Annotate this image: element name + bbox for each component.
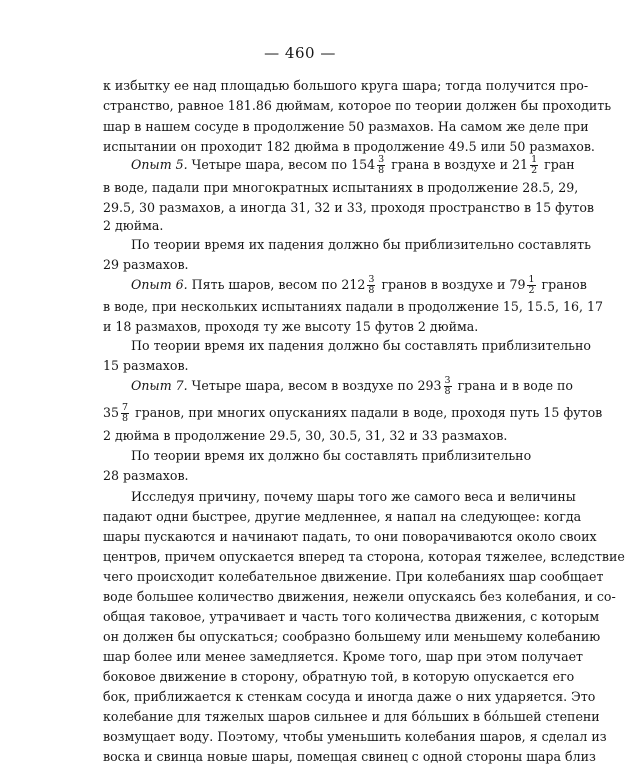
- text-line: 2 дюйма в продолжение 29.5, 30, 30.5, 31, 32 и 33 размахов.: [103, 428, 508, 443]
- text-line: колебание для тяжелых шаров сильнее и для бóльших в бóльшей степени: [103, 709, 600, 724]
- text-line: странство, равное 181.86 дюймам, которое по теории должен бы проходить: [103, 98, 612, 113]
- experiment-5-label: Опыт 5.: [131, 157, 188, 172]
- text-line: возмущает воду. Поэтому, чтобы уменьшить колебания шаров, я сделал из: [103, 729, 607, 744]
- text-line: чего происходит колебательное движение. При колебаниях шар сообщает: [103, 569, 604, 584]
- text-line: общая таковое, утрачивает и часть того количества движения, с которым: [103, 609, 600, 624]
- fraction: [530, 155, 538, 176]
- text-line: воска и свинца новые шары, помещая свинец с одной стороны шара близ: [103, 749, 596, 764]
- fraction: [121, 403, 129, 424]
- text-line: испытании он проходит 182 дюйма в продолжение 49.5 или 50 размахов.: [103, 139, 595, 154]
- text-line: в воде, падали при многократных испытаниях в продолжение 28.5, 29,: [103, 180, 579, 195]
- fraction: [444, 376, 452, 397]
- text-line: воде большее количество движения, нежели опускаясь без колебания, и со-: [103, 589, 616, 604]
- experiment-5-line: [131, 153, 575, 177]
- text-line: По теории время их должно бы составлять приблизительно: [131, 448, 532, 463]
- text-line: боковое движение в сторону, обратную той, в которую опускается его: [103, 669, 575, 684]
- text-line: падают одни быстрее, другие медленнее, я напал на следующее: когда: [103, 509, 582, 524]
- text-line: в воде, при нескольких испытаниях падали в продолжение 15, 15.5, 16, 17: [103, 299, 604, 314]
- fraction-denominator: 8: [122, 413, 129, 424]
- text-line: шар в нашем сосуде в продолжение 50 размахов. На самом же деле при: [103, 119, 589, 134]
- text-segment: грана в воздухе и 21: [391, 157, 529, 172]
- fraction-denominator: 8: [378, 165, 385, 176]
- text-line: 29.5, 30 размахов, а иногда 31, 32 и 33, проходя пространство в 15 футов: [103, 200, 595, 215]
- experiment-7-label: Опыт 7.: [131, 378, 188, 393]
- text-segment: Пять шаров, весом по 212: [191, 277, 366, 292]
- text-segment: грана и в воде по: [457, 378, 574, 393]
- text-line: шар более или менее замедляется. Кроме того, шар при этом получает: [103, 649, 584, 664]
- text-line: центров, причем опускается вперед та сторона, которая тяжелее, вследствие: [103, 549, 625, 564]
- text-line: он должен бы опускаться; сообразно большему или меньшему колебанию: [103, 629, 601, 644]
- fraction: [527, 275, 535, 296]
- text-line: По теории время их падения должно бы приблизительно составлять: [131, 237, 591, 252]
- text-line: к избытку ее над площадью большого круга шара; тогда получится про-: [103, 78, 589, 93]
- text-segment: Четыре шара, весом по 154: [191, 157, 376, 172]
- fraction: [377, 155, 385, 176]
- text-line: и 18 размахов, проходя ту же высоту 15 футов 2 дюйма.: [103, 319, 479, 334]
- fraction: [367, 275, 375, 296]
- text-line: 29 размахов.: [103, 257, 189, 272]
- text-segment: гранов: [541, 277, 587, 292]
- fraction-numerator: 3: [378, 154, 385, 165]
- experiment-6-label: Опыт 6.: [131, 277, 188, 292]
- text-segment: гранов в воздухе и 79: [381, 277, 526, 292]
- text-line: 28 размахов.: [103, 468, 189, 483]
- text-line: По теории время их падения должно бы составлять приблизительно: [131, 338, 591, 353]
- fraction-numerator: 3: [368, 274, 375, 285]
- text-line: 2 дюйма.: [103, 218, 164, 233]
- text-segment: Четыре шара, весом в воздухе по 293: [191, 378, 442, 393]
- fraction-numerator: 3: [444, 375, 451, 386]
- fraction-denominator: 2: [531, 165, 538, 176]
- text-line: 15 размахов.: [103, 358, 189, 373]
- experiment-7-line-2: [103, 401, 603, 425]
- text-segment: гранов, при многих опусканиях падали в воде, проходя путь 15 футов: [135, 405, 603, 420]
- experiment-7-line: [131, 374, 574, 398]
- text-segment: гран: [544, 157, 575, 172]
- page-number: — 460 —: [264, 44, 336, 62]
- experiment-6-line: [131, 273, 587, 297]
- fraction-denominator: 8: [368, 285, 375, 296]
- fraction-numerator: 1: [528, 274, 535, 285]
- text-line: бок, приближается к стенкам сосуда и иногда даже о них ударяется. Это: [103, 689, 596, 704]
- fraction-denominator: 2: [528, 285, 535, 296]
- fraction-numerator: 1: [531, 154, 538, 165]
- text-line: Исследуя причину, почему шары того же самого веса и величины: [131, 489, 576, 504]
- text-segment: 35: [103, 405, 120, 420]
- fraction-denominator: 8: [444, 386, 451, 397]
- text-line: шары пускаются и начинают падать, то они поворачиваются около своих: [103, 529, 597, 544]
- fraction-numerator: 7: [122, 402, 129, 413]
